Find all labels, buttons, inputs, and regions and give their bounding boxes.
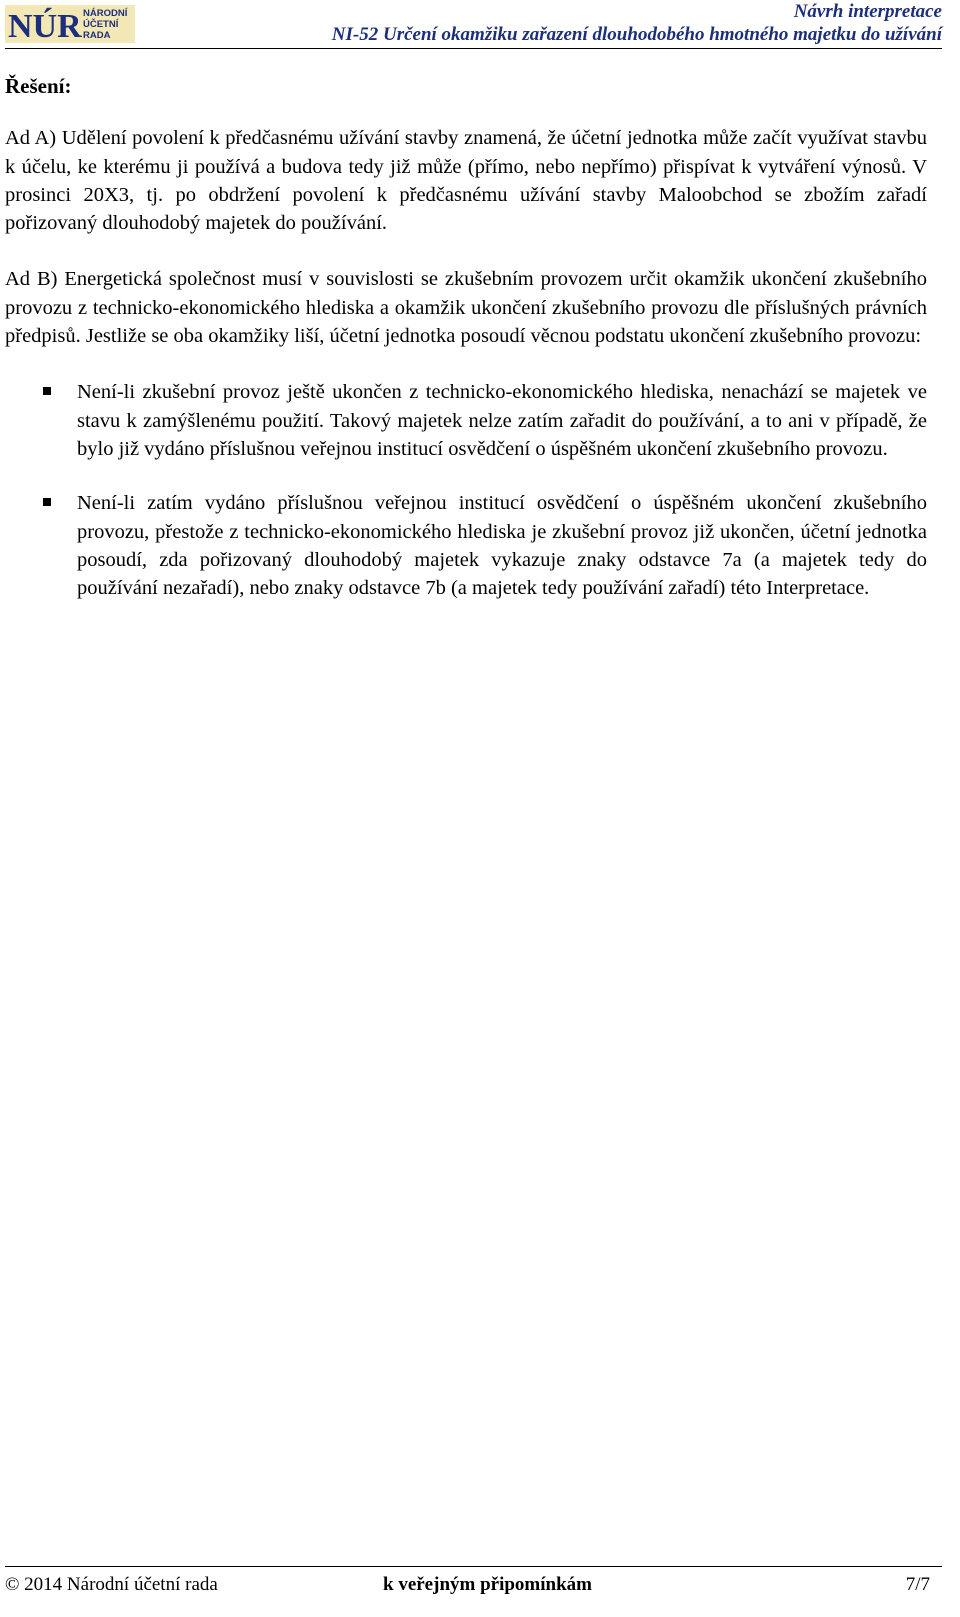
- page-number: 7/7: [905, 1574, 930, 1595]
- document-body: [5, 72, 927, 628]
- nur-logo: [5, 5, 135, 43]
- doc-type: Návrh interpretace: [793, 1, 942, 22]
- list-item-text: Není-li zatím vydáno příslušnou veřejnou institucí osvědčení o úspěšném ukončení zkušebního provozu, přestože z technicko-ekonomického hlediska je zkušební provoz již ukončen, účetní jednotka posoudí, zda pořizovaný dlouhodobý majetek vykazuje znaky odstavce 7a (a majetek tedy do používání nezařadí), nebo znaky odstavce 7b (a majetek tedy používání zařadí) této Interpretace.: [77, 492, 927, 600]
- list-item-text: Není-li zkušební provoz ještě ukončen z technicko-ekonomického hlediska, nenachází se majetek ve stavu k zamýšlenému použití. Takový majetek nelze zatím zařadit do používání, a to ani v případě, že bylo již vydáno příslušnou veřejnou institucí osvědčení o úspěšném ukončení zkušebního provozu.: [77, 381, 927, 460]
- footer-copyright: © 2014 Národní účetní rada: [5, 1574, 218, 1595]
- logo-sub-line-3: RADA: [83, 30, 111, 41]
- list-item: [5, 489, 927, 602]
- bullet-list: [5, 378, 927, 602]
- nur-logo-graphic: [5, 5, 135, 43]
- doc-title: NI-52 Určení okamžiku zařazení dlouhodobého hmotného majetku do užívání: [331, 24, 942, 45]
- footer-divider: [5, 1566, 942, 1567]
- header-divider: [5, 48, 942, 49]
- page-footer: [5, 1572, 930, 1598]
- logo-sub-line-2: ÚČETNÍ: [83, 19, 119, 30]
- paragraph-ad-b: Ad B) Energetická společnost musí v souvislosti se zkušebním provozem určit okamžik ukončení zkušebního provozu z technicko-ekonomického hlediska a okamžik ukončení zkušebního provozu dle příslušných právních předpisů. Jestliže se oba okamžiky liší, účetní jednotka posoudí věcnou podstatu ukončení zkušebního provozu:: [5, 268, 927, 348]
- list-item: [5, 378, 927, 463]
- section-title: Řešení:: [5, 74, 72, 98]
- page-header: [0, 0, 960, 48]
- paragraph-ad-a: Ad A) Udělení povolení k předčasnému užívání stavby znamená, že účetní jednotka může začít využívat stavbu k účelu, ke kterému ji používá a budova tedy již může (přímo, nebo nepřímo) přispívat k vytváření výnosů. V prosinci 20X3, tj. po obdržení povolení k předčasnému užívání stavby Maloobchod se zbožím zařadí pořizovaný dlouhodobý majetek do používání.: [5, 127, 927, 235]
- header-title-block: [332, 0, 942, 46]
- logo-sub-line-1: NÁRODNÍ: [83, 8, 128, 19]
- square-bullet-icon: [43, 387, 51, 395]
- square-bullet-icon: [43, 498, 51, 506]
- footer-status: k veřejným připomínkám: [383, 1574, 592, 1595]
- logo-text: NÚR: [8, 8, 82, 43]
